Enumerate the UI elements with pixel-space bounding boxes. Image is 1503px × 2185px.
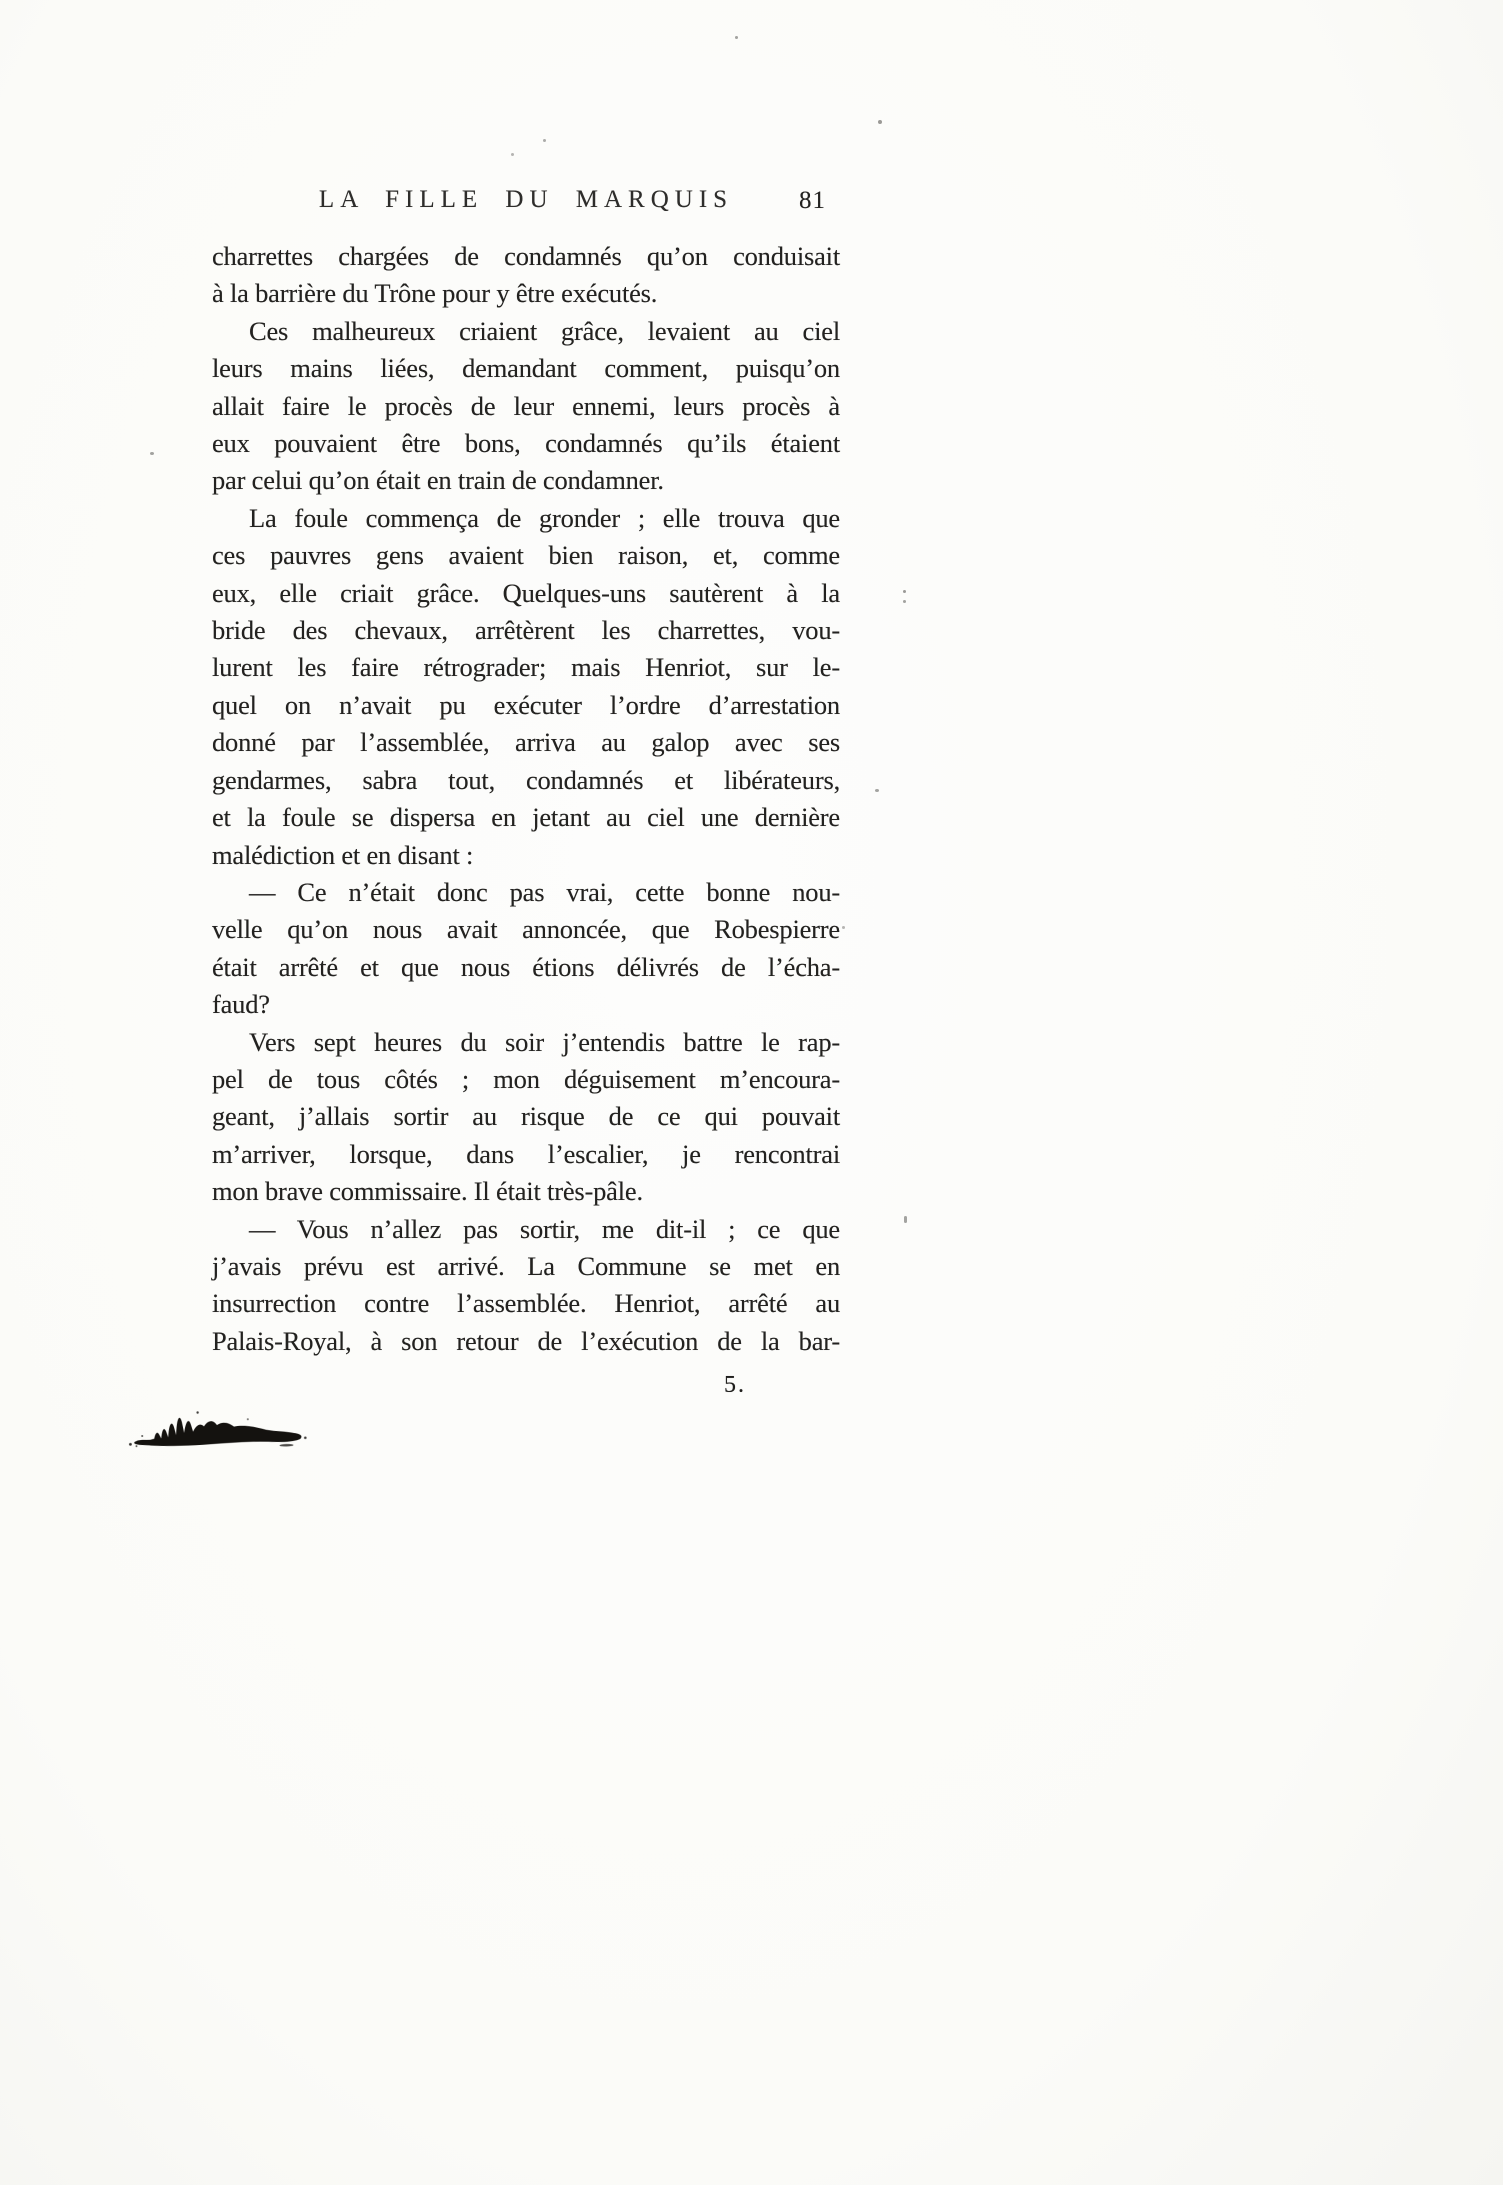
paragraph	[212, 1211, 840, 1361]
text-line: eux, elle criait grâce. Quelques-uns sautèrent à la	[212, 577, 840, 608]
scan-speck	[875, 789, 879, 792]
text-line: par celui qu’on était en train de condamner.	[212, 465, 664, 496]
text-line: malédiction et en disant :	[212, 839, 474, 870]
paragraph	[212, 500, 840, 874]
text-line: — Vous n’allez pas sortir, me dit-il ; ce que	[249, 1213, 840, 1244]
text-line: et la foule se dispersa en jetant au ciel une dernière	[212, 802, 840, 833]
text-line: eux pouvaient être bons, condamnés qu’ils étaient	[212, 428, 840, 459]
text-line: quel on n’avait pu exécuter l’ordre d’arrestation	[212, 689, 840, 720]
text-line: Palais-Royal, à son retour de l’exécution de la bar-	[212, 1325, 840, 1356]
text-line: à la barrière du Trône pour y être exécutés.	[212, 278, 658, 309]
scan-speck	[150, 452, 154, 455]
scan-speck	[511, 153, 514, 156]
signature-mark: 5.	[724, 1372, 746, 1398]
text-line: pel de tous côtés ; mon déguisement m’encoura-	[212, 1063, 840, 1094]
text-line: geant, j’allais sortir au risque de ce qui pouvait	[212, 1101, 840, 1132]
text-line: mon brave commissaire. Il était très-pâle.	[212, 1176, 643, 1207]
scan-speck	[878, 120, 882, 124]
text-line: j’avais prévu est arrivé. La Commune se met en	[212, 1250, 840, 1281]
body-text	[212, 238, 840, 1360]
page-number: 81	[799, 187, 826, 214]
text-line: velle qu’on nous avait annoncée, que Robespierre	[212, 914, 840, 945]
scan-speck	[842, 926, 845, 929]
scan-speck	[903, 590, 906, 593]
text-line: ces pauvres gens avaient bien raison, et, comme	[212, 540, 840, 571]
paragraph	[212, 313, 840, 500]
text-line: charrettes chargées de condamnés qu’on conduisait	[212, 241, 840, 271]
text-line: donné par l’assemblée, arriva au galop avec ses	[212, 727, 840, 758]
text-line: Ces malheureux criaient grâce, levaient au ciel	[249, 315, 840, 346]
text-line: leurs mains liées, demandant comment, puisqu’on	[212, 353, 840, 384]
text-line: insurrection contre l’assemblée. Henriot, arrêté au	[212, 1288, 840, 1319]
scan-speck	[903, 600, 906, 603]
text-line: gendarmes, sabra tout, condamnés et libérateurs,	[212, 764, 840, 795]
ink-stain	[127, 1398, 310, 1457]
scan-speck	[904, 1216, 907, 1223]
scan-speck	[735, 36, 738, 39]
text-line: m’arriver, lorsque, dans l’escalier, je rencontrai	[212, 1138, 840, 1169]
page-header	[212, 186, 840, 220]
paragraph	[212, 238, 840, 313]
text-line: Vers sept heures du soir j’entendis battre le rap-	[249, 1026, 840, 1057]
text-line: La foule commença de gronder ; elle trouva que	[249, 502, 840, 533]
text-line: était arrêté et que nous étions délivrés de l’écha-	[212, 951, 840, 982]
paragraph	[212, 1024, 840, 1211]
running-title: LA FILLE DU MARQUIS	[318, 186, 734, 213]
text-line: allait faire le procès de leur ennemi, leurs procès à	[212, 390, 840, 421]
text-line: lurent les faire rétrograder; mais Henriot, sur le-	[212, 652, 840, 683]
scan-speck	[543, 139, 546, 142]
text-line: bride des chevaux, arrêtèrent les charrettes, vou-	[212, 615, 840, 646]
text-column	[212, 186, 840, 1360]
text-line: — Ce n’était donc pas vrai, cette bonne nou-	[249, 876, 840, 907]
paragraph	[212, 874, 840, 1024]
text-line: faud?	[212, 989, 270, 1020]
